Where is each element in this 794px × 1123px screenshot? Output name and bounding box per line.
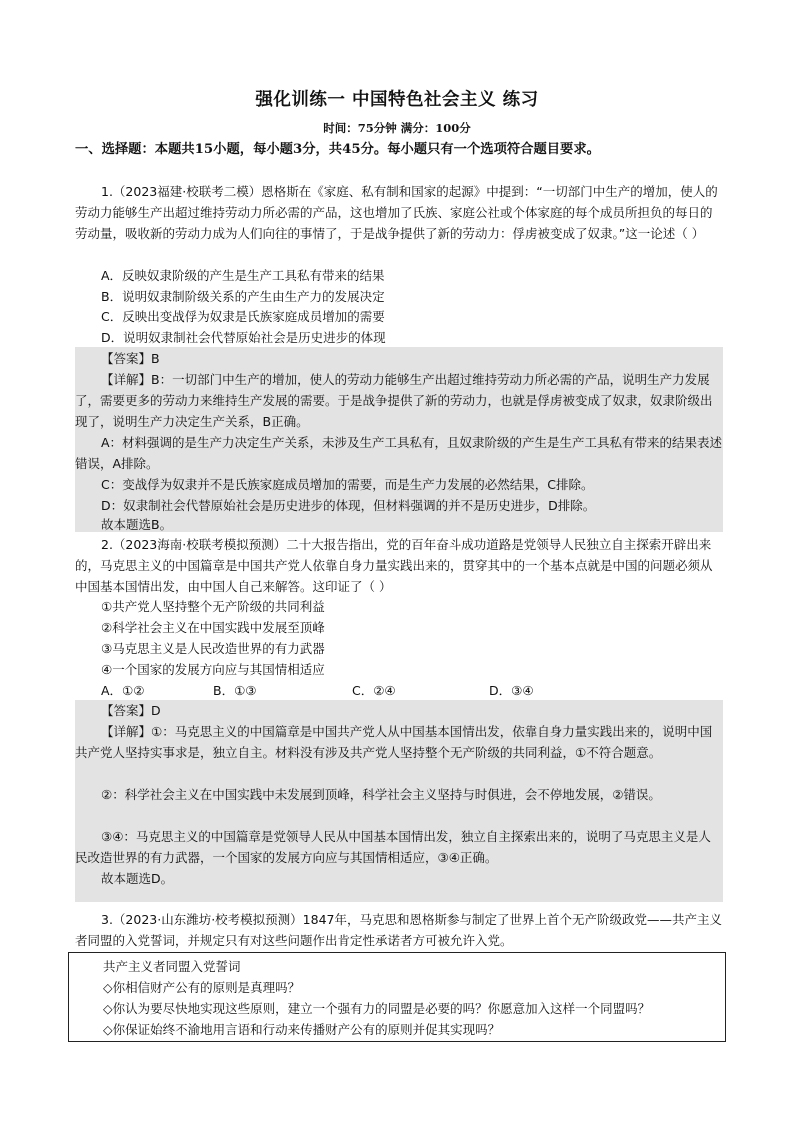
question-2-option-a: A．①②	[101, 683, 145, 698]
question-1-analysis-a: A：材料强调的是生产力决定生产关系，未涉及生产工具私有，且奴隶阶级的产生是生产工具私有带来的结果表述错误，A排除。	[75, 435, 723, 471]
question-2-analysis-34: ③④：马克思主义的中国篇章是党领导人民从中国基本国情出发，独立自主探索出来的，说明了马克思主义是人民改造世界的有力武器，一个国家的发展方向应与其国情相适应，③④正确。	[75, 829, 711, 865]
question-2-conclusion: 故本题选D。	[101, 871, 174, 886]
question-1-option-d: D．说明奴隶制社会代替原始社会是历史进步的体现	[101, 330, 386, 345]
oath-box-title: 共产主义者同盟入党誓词	[103, 959, 241, 974]
exam-meta: 时间：75分钟 满分：100分	[323, 121, 471, 135]
question-2-analysis-2: ②：科学社会主义在中国实践中未发展到顶峰，科学社会主义坚持与时俱进，会不停地发展，②错误。	[101, 787, 661, 802]
question-1-analysis-b: 【详解】B：一切部门中生产的增加，使人的劳动力能够生产出超过维持劳动力所必需的产品，说明生产力发展了，需要更多的劳动力来维持生产发展的需要。于是战争提供了新的劳动力，也就是俘虏被变成了奴隶，奴隶阶级出现了，说明生产力决定生产关系，B正确。	[75, 372, 713, 429]
question-1-conclusion: 故本题选B。	[101, 517, 173, 532]
page-title: 强化训练一 中国特色社会主义 练习	[255, 90, 539, 110]
question-1-option-a: A．反映奴隶阶级的产生是生产工具私有带来的结果	[101, 268, 385, 283]
question-2-option-d: D．③④	[489, 683, 534, 698]
question-1-answer: 【答案】B	[101, 351, 160, 366]
oath-item-2: ◇你认为要尽快地实现这些原则，建立一个强有力的同盟是必要的吗？你愿意加入这样一个同盟吗？	[103, 1001, 651, 1016]
oath-box	[68, 952, 726, 1042]
question-2-stem: 2.（2023海南·校联考模拟预测）二十大报告指出，党的百年奋斗成功道路是党领导人民独立自主探索开辟出来的，马克思主义的中国篇章是中国共产党人依靠自身力量实践出来的，贯穿其中的一个基本点就是中国的问题必须从中国基本国情出发，由中国人自己来解答。这印证了（ ）	[75, 537, 713, 594]
question-1-option-c: C．反映出变战俘为奴隶是氏族家庭成员增加的需要	[101, 309, 385, 324]
question-1-option-b: B．说明奴隶制阶级关系的产生由生产力的发展决定	[101, 289, 385, 304]
question-3-stem: 3.（2023·山东潍坊·校考模拟预测）1847年，马克思和恩格斯参与制定了世界上首个无产阶级政党——共产主义者同盟的入党誓词，并规定只有对这些问题作出肯定性承诺者方可被允许入党。	[75, 912, 722, 948]
question-2-statement-3: ③马克思主义是人民改造世界的有力武器	[101, 641, 325, 656]
question-1-analysis-c: C：变战俘为奴隶并不是氏族家庭成员增加的需要，而是生产力发展的必然结果，C排除。	[101, 477, 594, 492]
question-2-option-c: C．②④	[352, 683, 396, 698]
question-2-answer: 【答案】D	[101, 703, 161, 718]
oath-item-1: ◇你相信财产公有的原则是真理吗？	[103, 980, 301, 995]
question-2-analysis-1: 【详解】①：马克思主义的中国篇章是中国共产党人从中国基本国情出发，依靠自身力量实践出来的，说明中国共产党人坚持实事求是，独立自主。材料没有涉及共产党人坚持整个无产阶级的共同利益，①不符合题意。	[75, 724, 713, 760]
question-1-stem: 1.（2023福建·校联考二模）恩格斯在《家庭、私有制和国家的起源》中提到：“一切部门中生产的增加，使人的劳动力能够生产出超过维持劳动力所必需的产品，这也增加了氏族、家庭公社或个体家庭的每个成员所担负的每日的劳动量，吸收新的劳动力成为人们向往的事情了，于是战争提供了新的劳动力：俘虏被变成了奴隶。”这一论述（ ）	[75, 184, 718, 241]
question-2-statement-4: ④一个国家的发展方向应与其国情相适应	[101, 662, 325, 677]
question-1-analysis-d: D：奴隶制社会代替原始社会是历史进步的体现，但材料强调的并不是历史进步，D排除。	[101, 498, 596, 513]
question-2-options	[101, 680, 534, 701]
question-2-option-b: B．①③	[213, 683, 257, 698]
question-2-statement-2: ②科学社会主义在中国实践中发展至顶峰	[101, 620, 325, 635]
section-header: 一、选择题：本题共15小题，每小题3分，共45分。每小题只有一个选项符合题目要求。	[75, 142, 600, 157]
question-2-statement-1: ①共产党人坚持整个无产阶级的共同利益	[101, 599, 325, 614]
oath-item-3: ◇你保证始终不渝地用言语和行动来传播财产公有的原则并促其实现吗？	[103, 1022, 501, 1037]
